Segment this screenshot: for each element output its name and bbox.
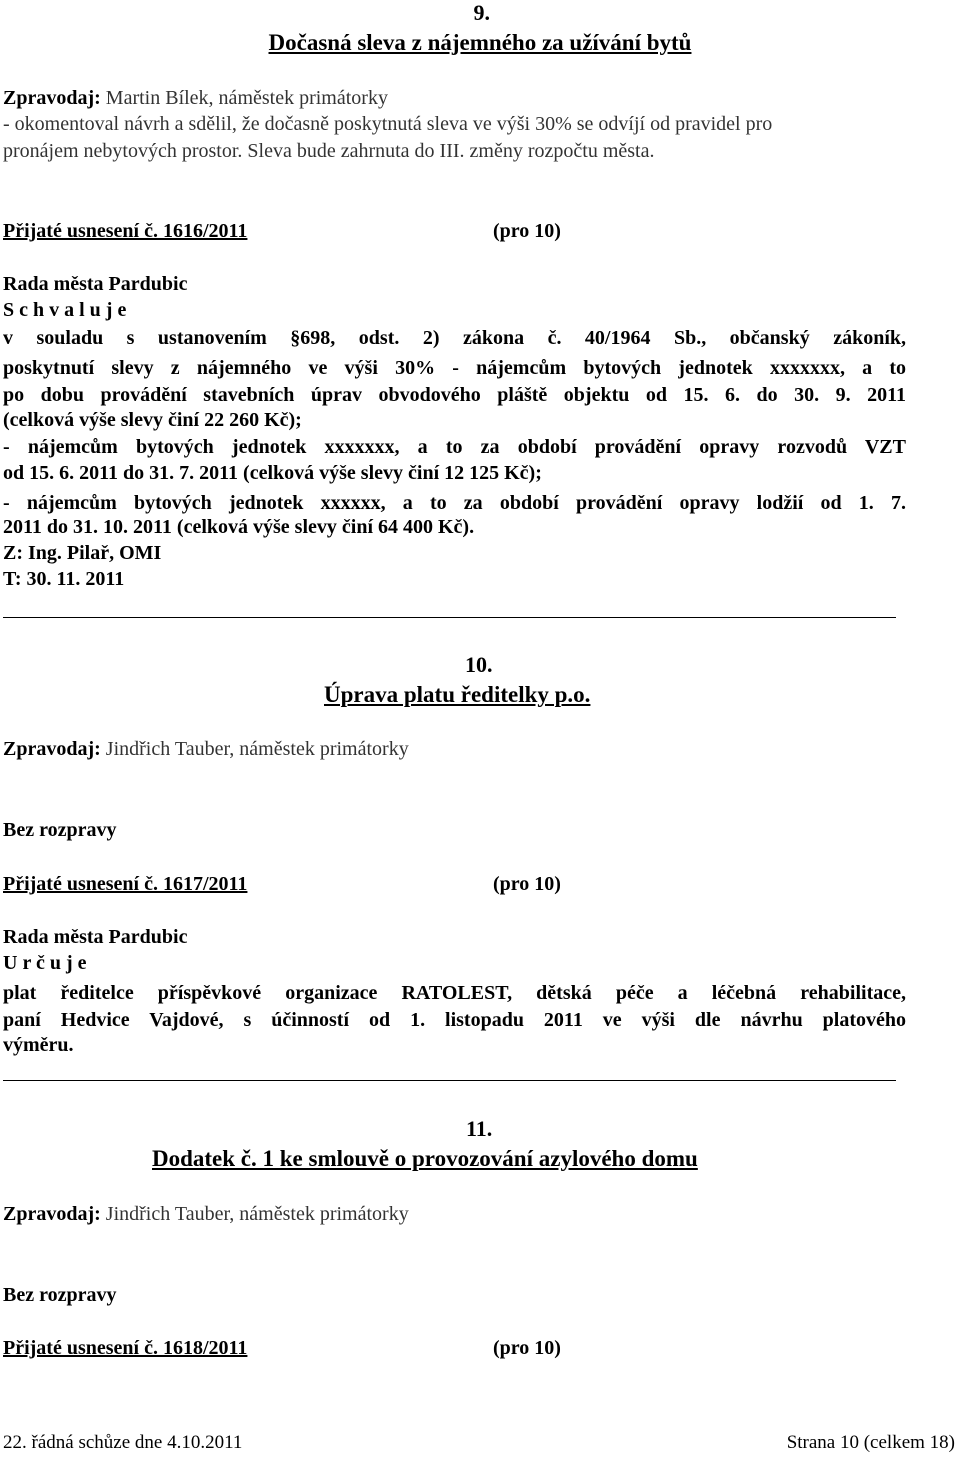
vote-result: (pro 10) [493, 220, 561, 242]
footer-meeting-date: 22. řádná schůze dne 4.10.2011 [3, 1432, 243, 1453]
section-10-body-line-1: plat ředitelce příspěvkové organizace RATOLEST, dětská péče a léčebná rehabilitace, [3, 982, 906, 1004]
reporter-name: Jindřich Tauber, náměstek primátorky [100, 738, 409, 760]
section-10-resolution-row [3, 873, 906, 896]
section-9-body-line-3: po dobu provádění stavebních úprav obvodového pláště objektu od 15. 6. do 30. 9. 2011 [3, 384, 906, 406]
section-9-council: Rada města Pardubic [3, 273, 188, 295]
section-10-verb: U r č u j e [3, 952, 87, 974]
section-9-body-line-8: 2011 do 31. 10. 2011 (celková výše slevy činí 64 400 Kč). [3, 516, 475, 538]
section-10-council: Rada města Pardubic [3, 926, 188, 948]
section-10-body-line-3: výměru. [3, 1034, 74, 1056]
section-divider [3, 617, 896, 618]
section-11-reporter [3, 1203, 409, 1226]
section-9-body-line-5: - nájemcům bytových jednotek xxxxxxx, a to za období provádění opravy rozvodů VZT [3, 436, 906, 458]
section-9-comment-line-2: pronájem nebytových prostor. Sleva bude zahrnuta do III. změny rozpočtu města. [3, 140, 655, 162]
section-10-body-line-2: paní Hedvice Vajdové, s účinností od 1. listopadu 2011 ve výši dle návrhu platového [3, 1009, 906, 1031]
section-10-reporter [3, 738, 409, 761]
resolution-number: Přijaté usnesení č. 1617/2011 [3, 873, 248, 895]
section-9-verb: S c h v a l u j e [3, 299, 127, 321]
section-10-no-debate: Bez rozpravy [3, 819, 117, 841]
section-11-number: 11. [466, 1116, 493, 1141]
reporter-name: Martin Bílek, náměstek primátorky [100, 87, 388, 109]
section-9-body-line-1: v souladu s ustanovením §698, odst. 2) zákona č. 40/1964 Sb., občanský zákoník, [3, 327, 906, 349]
section-9-reporter [3, 87, 388, 110]
section-10-number: 10. [465, 652, 493, 677]
section-9-deadline: T: 30. 11. 2011 [3, 568, 125, 590]
vote-result: (pro 10) [493, 1337, 561, 1359]
section-10-title: Úprava platu ředitelky p.o. [324, 682, 591, 707]
section-9-body-line-6: od 15. 6. 2011 do 31. 7. 2011 (celková výše slevy činí 12 125 Kč); [3, 462, 542, 484]
reporter-label: Zpravodaj: [3, 738, 101, 760]
section-11-no-debate: Bez rozpravy [3, 1284, 117, 1306]
section-11-resolution-row [3, 1337, 906, 1360]
resolution-number: Přijaté usnesení č. 1618/2011 [3, 1337, 248, 1359]
reporter-name: Jindřich Tauber, náměstek primátorky [100, 1203, 409, 1225]
reporter-label: Zpravodaj: [3, 1203, 101, 1225]
section-9-number: 9. [473, 0, 490, 25]
section-11-title: Dodatek č. 1 ke smlouvě o provozování azylového domu [152, 1146, 698, 1171]
section-9-body-line-7: - nájemcům bytových jednotek xxxxxx, a to za období provádění opravy lodžií od 1. 7. [3, 492, 906, 514]
footer-page-number: Strana 10 (celkem 18) [786, 1432, 955, 1453]
section-9-body-line-2: poskytnutí slevy z nájemného ve výši 30% - nájemcům bytových jednotek xxxxxxx, a to [3, 357, 906, 379]
section-9-responsible: Z: Ing. Pilař, OMI [3, 542, 162, 564]
reporter-label: Zpravodaj: [3, 87, 101, 109]
section-divider [3, 1080, 896, 1081]
section-9-comment-line-1: - okomentoval návrh a sdělil, že dočasně poskytnutá sleva ve výši 30% se odvíjí od pravidel pro [3, 113, 773, 135]
section-9-title: Dočasná sleva z nájemného za užívání bytů [268, 30, 692, 55]
vote-result: (pro 10) [493, 873, 561, 895]
section-9-body-line-4: (celková výše slevy činí 22 260 Kč); [3, 409, 302, 431]
section-9-resolution-row [3, 220, 906, 243]
resolution-number: Přijaté usnesení č. 1616/2011 [3, 220, 248, 242]
